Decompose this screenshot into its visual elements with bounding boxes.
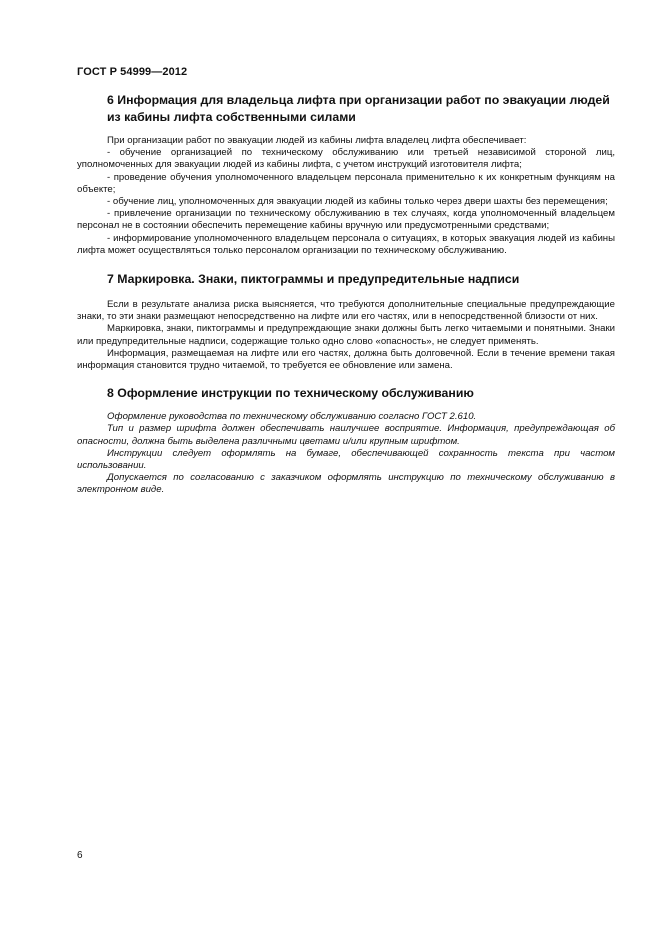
paragraph: Оформление руководства по техническому обслуживанию согласно ГОСТ 2.610.: [107, 411, 477, 423]
document-body: [77, 92, 615, 497]
paragraph: Информация, размещаемая на лифте или его частях, должна быть долговечной. Если в течение времени такая информация становится трудно читаемой, то требуется ее обновление или замена.: [77, 347, 615, 372]
list-item: - обучение лиц, уполномоченных для эвакуации людей из кабины только через двери шахты без перемещения;: [107, 196, 608, 208]
paragraph: Инструкции следует оформлять на бумаге, обеспечивающей сохранность текста при частом использовании.: [77, 447, 615, 472]
section-7-title: 7 Маркировка. Знаки, пиктограммы и предупредительные надписи: [107, 272, 520, 287]
paragraph: Тип и размер шрифта должен обеспечивать наилучшее восприятие. Информация, предупреждающая об опасности, должна быть выделена различными цветами и/или крупным шрифтом.: [77, 423, 615, 447]
section-7: [77, 271, 615, 372]
document-header: ГОСТ Р 54999—2012: [77, 66, 188, 78]
list-item: - привлечение организации по техническому обслуживанию в тех случаях, когда уполномоченный владельцем персонал не в состоянии обеспечить перемещение кабины вручную или предусмотренными средствами;: [77, 208, 615, 232]
section-8: [77, 385, 615, 496]
paragraph: Маркировка, знаки, пиктограммы и предупреждающие знаки должны быть легко читаемыми и понятными. Знаки или предупредительные надписи, содержащие только одно слово «опасность», не следует применять.: [77, 323, 615, 347]
list-item: - информирование уполномоченного владельцем персонала о ситуациях, в которых эвакуация людей из кабины лифта может осуществляться только персоналом организации по техническому обслуживанию.: [77, 232, 615, 256]
page-number: 6: [77, 850, 83, 861]
section-6-intro: При организации работ по эвакуации людей из кабины лифта владелец лифта обеспечивает:: [107, 135, 527, 146]
paragraph: Если в результате анализа риска выясняется, что требуются дополнительные специальные предупреждающие знаки, то эти знаки размещают непосредственно на лифте или его частях, или в непосредственной близости от них.: [77, 299, 615, 323]
section-6: [77, 92, 615, 257]
section-6-title: 6 Информация для владельца лифта при организации работ по эвакуации людей из кабины лифта собственными силами: [107, 93, 610, 124]
list-item: - обучение организацией по техническому обслуживанию или третьей независимой стороной лиц, уполномоченных для эвакуации людей из кабины лифта, с учетом инструкций изготовителя лифта;: [77, 147, 615, 171]
paragraph: Допускается по согласованию с заказчиком оформлять инструкцию по техническому обслуживанию в электронном виде.: [77, 472, 615, 496]
section-8-title: 8 Оформление инструкции по техническому обслуживанию: [107, 386, 474, 401]
list-item: - проведение обучения уполномоченного владельцем персонала применительно к их конкретным функциям на объекте;: [77, 171, 615, 195]
